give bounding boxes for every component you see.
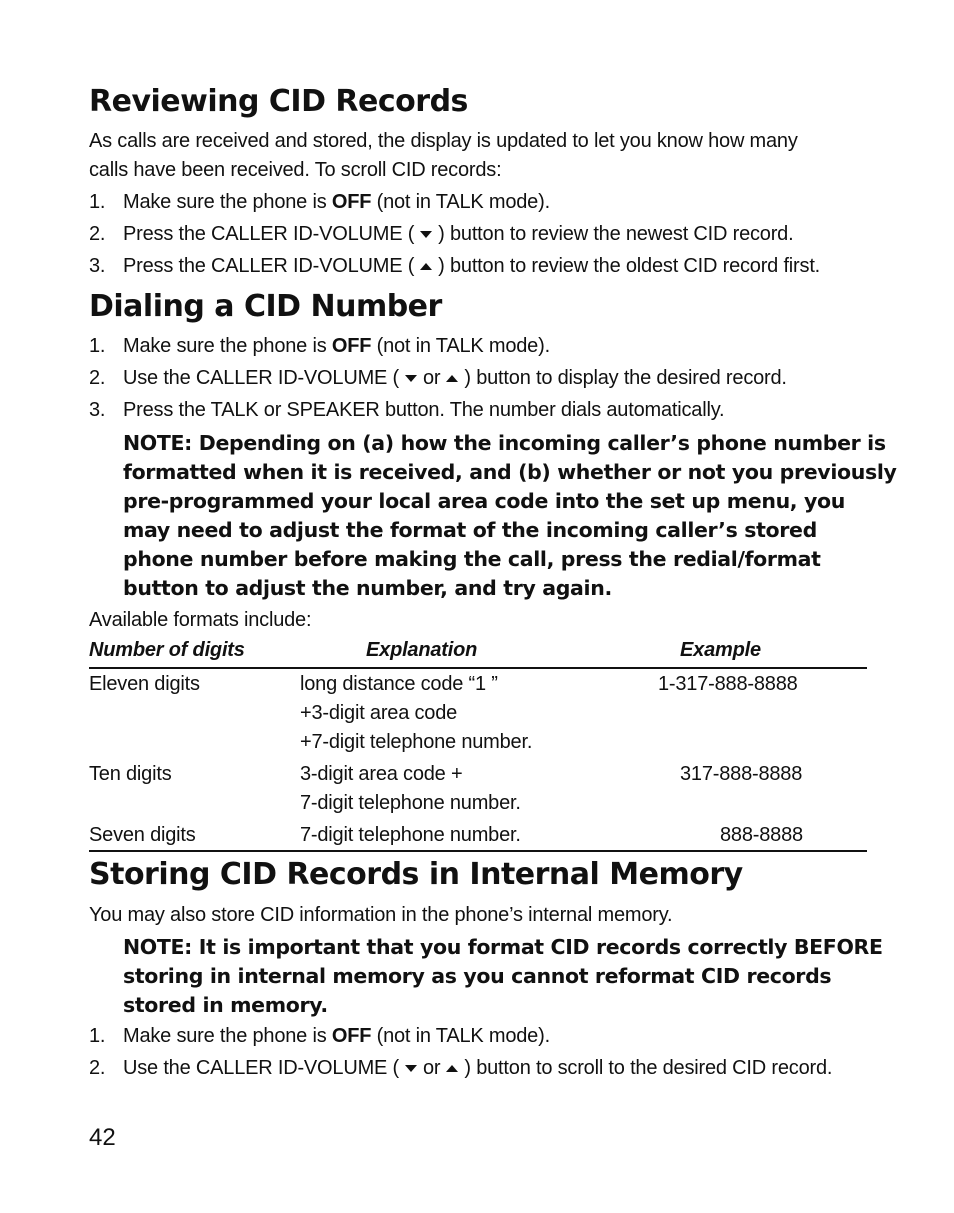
row-ten-digits: Ten digits xyxy=(89,763,172,785)
note-line: storing in internal memory as you cannot reformat CID records xyxy=(123,964,832,988)
step-number: 3. xyxy=(89,255,106,277)
row-ten-explanation-1: 3-digit area code + xyxy=(300,763,463,785)
step-text: Press the CALLER ID-VOLUME ( xyxy=(123,223,415,245)
step-bold: OFF xyxy=(331,191,372,213)
step-text: Use the CALLER ID-VOLUME ( xyxy=(123,367,399,389)
step-text: ) button to scroll to the desired CID record. xyxy=(464,1057,833,1079)
note-line: formatted when it is received, and (b) whether or not you previously xyxy=(123,460,897,484)
step-number: 1. xyxy=(89,335,106,357)
step-text: (not in TALK mode). xyxy=(371,191,550,213)
step-text: ) button to review the newest CID record. xyxy=(438,223,794,245)
section-title-reviewing: Reviewing CID Records xyxy=(89,84,468,119)
step-text: Press the TALK or SPEAKER button. The number dials automatically. xyxy=(123,399,725,421)
up-triangle-icon xyxy=(446,1065,458,1073)
note-line: may need to adjust the format of the incoming caller’s stored xyxy=(123,518,817,542)
note-line: pre-programmed your local area code into the set up menu, you xyxy=(123,489,846,513)
down-triangle-icon xyxy=(405,1065,417,1073)
step-number: 2. xyxy=(89,223,106,245)
section-title-storing: Storing CID Records in Internal Memory xyxy=(89,857,743,892)
review-step-3 xyxy=(89,252,820,281)
step-text: (not in TALK mode). xyxy=(371,1025,550,1047)
table-header-digits: Number of digits xyxy=(89,639,245,661)
up-triangle-icon xyxy=(420,263,432,271)
row-eleven-explanation-3: +7-digit telephone number. xyxy=(300,731,533,753)
step-number: 3. xyxy=(89,399,106,421)
dial-step-3 xyxy=(89,396,724,425)
row-eleven-digits: Eleven digits xyxy=(89,673,200,695)
step-text: ) button to review the oldest CID record first. xyxy=(438,255,821,277)
step-number: 2. xyxy=(89,367,106,389)
step-text: ) button to display the desired record. xyxy=(464,367,787,389)
step-bold: OFF xyxy=(331,1025,372,1047)
row-ten-explanation-2: 7-digit telephone number. xyxy=(300,792,521,814)
step-number: 2. xyxy=(89,1057,106,1079)
note-line: stored in memory. xyxy=(123,993,328,1017)
step-or: or xyxy=(423,367,441,389)
store-step-2 xyxy=(89,1054,832,1083)
row-eleven-example: 1-317-888-8888 xyxy=(658,673,798,695)
up-triangle-icon xyxy=(446,375,458,383)
step-text: Make sure the phone is xyxy=(123,335,332,357)
row-seven-digits: Seven digits xyxy=(89,824,196,846)
table-header-explanation: Explanation xyxy=(366,639,478,661)
note-line: button to adjust the number, and try again. xyxy=(123,576,612,600)
row-seven-explanation-1: 7-digit telephone number. xyxy=(300,824,521,846)
note-line: NOTE: It is important that you format CID records correctly BEFORE xyxy=(123,935,883,959)
review-step-2 xyxy=(89,220,793,249)
row-ten-example: 317-888-8888 xyxy=(680,763,803,785)
step-text: Make sure the phone is xyxy=(123,1025,332,1047)
formats-intro: Available formats include: xyxy=(89,609,312,631)
row-seven-example: 888-8888 xyxy=(720,824,803,846)
down-triangle-icon xyxy=(405,375,417,383)
dialing-note xyxy=(123,429,897,603)
table-bottom-rule xyxy=(89,850,867,852)
intro-line-1: As calls are received and stored, the display is updated to let you know how many xyxy=(89,130,798,152)
note-line: NOTE: Depending on (a) how the incoming caller’s phone number is xyxy=(123,431,886,455)
step-text: Press the CALLER ID-VOLUME ( xyxy=(123,255,415,277)
storing-note xyxy=(123,933,883,1020)
step-text: (not in TALK mode). xyxy=(371,335,550,357)
dial-step-2 xyxy=(89,364,787,393)
note-line: phone number before making the call, press the redial/format xyxy=(123,547,821,571)
review-step-1 xyxy=(89,188,550,217)
table-top-rule xyxy=(89,667,867,669)
step-number: 1. xyxy=(89,1025,106,1047)
section-title-dialing: Dialing a CID Number xyxy=(89,289,442,324)
intro-line-2: calls have been received. To scroll CID records: xyxy=(89,159,502,181)
step-number: 1. xyxy=(89,191,106,213)
down-triangle-icon xyxy=(420,231,432,239)
row-eleven-explanation-1: long distance code “1 ” xyxy=(300,673,498,695)
dial-step-1 xyxy=(89,332,550,361)
step-text: Use the CALLER ID-VOLUME ( xyxy=(123,1057,399,1079)
step-bold: OFF xyxy=(331,335,372,357)
storing-intro: You may also store CID information in the phone’s internal memory. xyxy=(89,904,673,926)
step-text: Make sure the phone is xyxy=(123,191,332,213)
row-eleven-explanation-2: +3-digit area code xyxy=(300,702,458,724)
store-step-1 xyxy=(89,1022,550,1051)
step-or: or xyxy=(423,1057,441,1079)
page-number: 42 xyxy=(89,1124,116,1151)
table-header-example: Example xyxy=(680,639,761,661)
